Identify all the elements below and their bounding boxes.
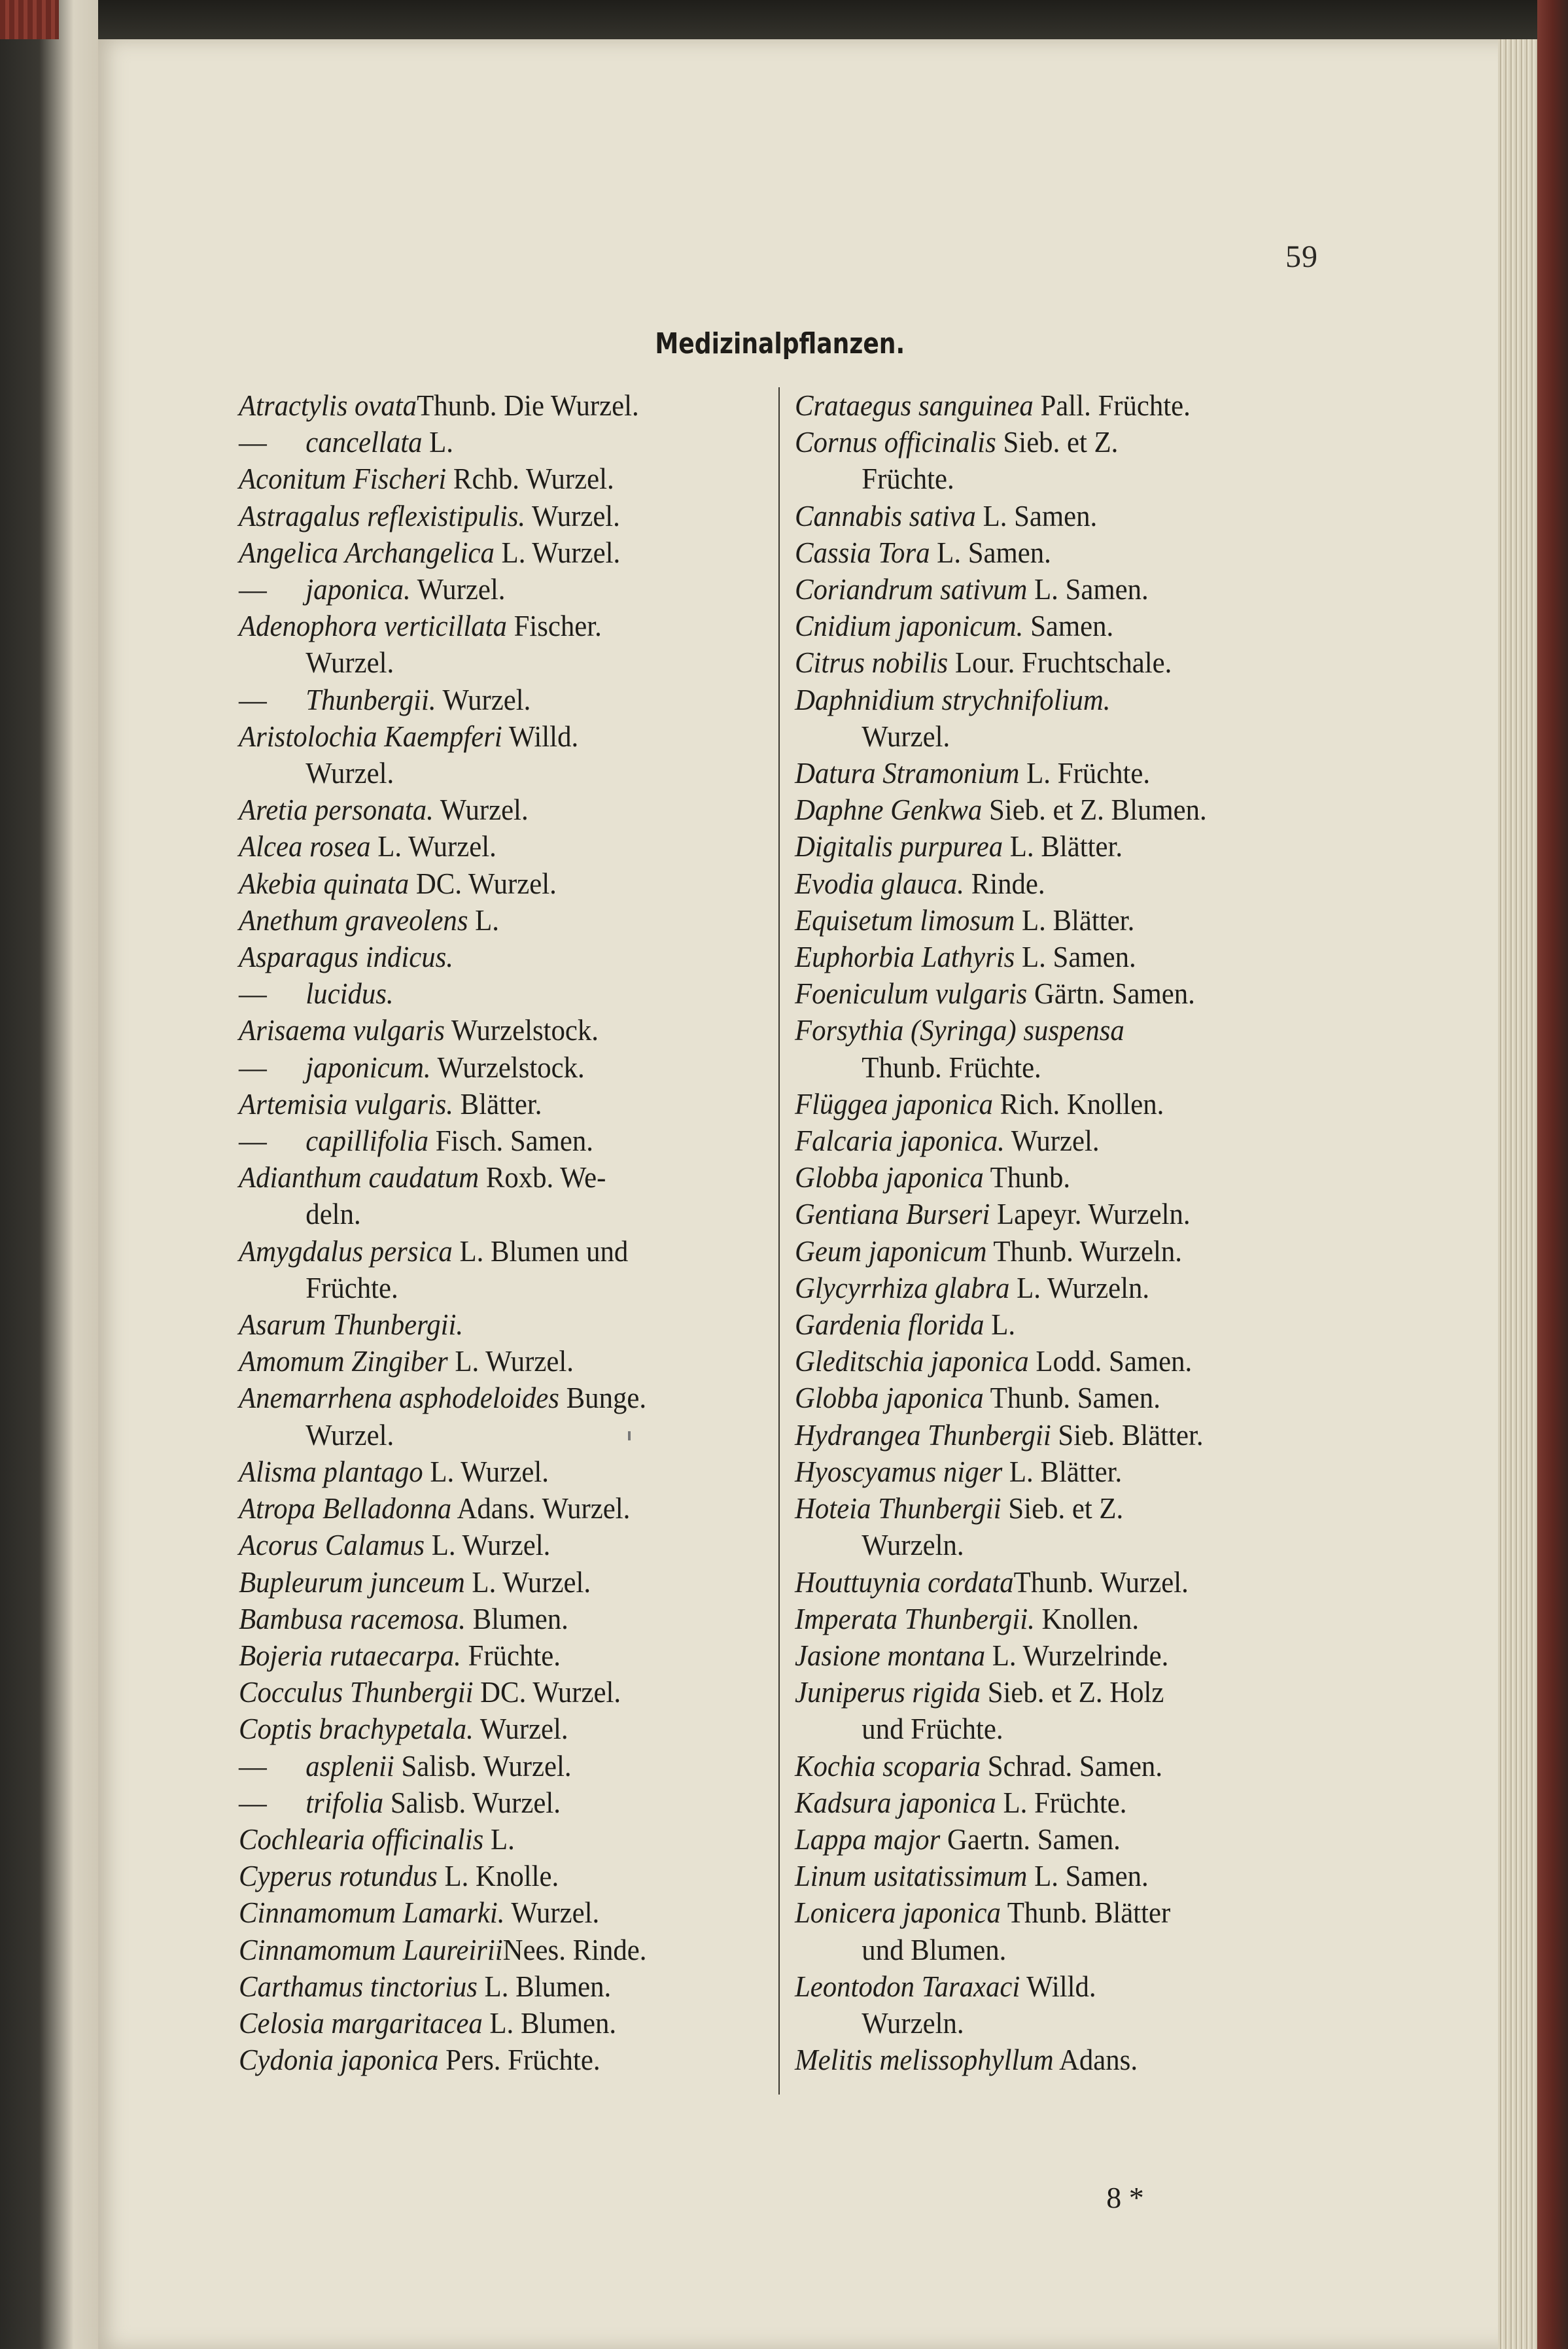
list-item [239, 1637, 756, 1674]
list-item [239, 1049, 756, 1086]
plant-name: Amygdalus persica [239, 1234, 453, 1268]
plant-description: Rich. Knollen. [992, 1087, 1164, 1121]
plant-description: DC. Wurzel. [473, 1675, 621, 1709]
book-cover-right [1537, 0, 1568, 2349]
list-item [239, 1012, 756, 1049]
list-item [795, 1380, 1312, 1416]
list-item [239, 1270, 756, 1306]
plant-name: Falcaria japonica. [795, 1124, 1005, 1158]
list-item [239, 755, 756, 792]
plant-name: Bupleurum junceum [239, 1565, 465, 1599]
plant-description: Thunb. Wurzel. [1013, 1565, 1189, 1599]
plant-description: Sieb. et Z. [996, 425, 1119, 459]
plant-description: L. Wurzel. [464, 1565, 591, 1599]
plant-name: Adianthum caudatum [239, 1160, 479, 1194]
column-divider [778, 387, 780, 2095]
plant-name: Anemarrhena asphodeloides [239, 1381, 559, 1415]
entry-continuation: und Früchte. [862, 1712, 1003, 1746]
plant-description: Sieb. et Z. Blumen. [982, 793, 1207, 827]
plant-description: L. Wurzel. [423, 1454, 549, 1488]
list-item [239, 571, 756, 608]
plant-description: L. Blumen. [482, 2006, 617, 2040]
plant-description: L. Früchte. [996, 1785, 1127, 1819]
list-item [239, 1674, 756, 1711]
plant-description: Wurzelstock. [444, 1013, 599, 1047]
plant-description: Thunb. [983, 1160, 1071, 1194]
plant-description: L. Blätter. [1002, 1454, 1123, 1488]
plant-name: Adenophora verticillata [239, 609, 507, 643]
plant-name: Gleditschia japonica [795, 1344, 1029, 1378]
plant-description: L. Samen. [975, 498, 1098, 532]
list-item [795, 1306, 1312, 1343]
entry-continuation: Wurzel. [305, 646, 394, 680]
plant-description: L. Früchte. [1019, 756, 1151, 790]
list-item [795, 644, 1312, 681]
plant-name: Imperata Thunbergii. [795, 1601, 1035, 1635]
plant-description: L. Samen. [1015, 940, 1136, 974]
list-item [795, 1601, 1312, 1637]
plant-name: Houttuynia cordata [795, 1565, 1014, 1599]
book-gutter [0, 0, 98, 2349]
entry-continuation: Früchte. [862, 462, 954, 496]
plant-name: Thunbergii. [305, 682, 436, 716]
left-column [239, 387, 756, 2078]
plant-description: Thunb. Blätter [1000, 1896, 1171, 1930]
entry-continuation: Wurzeln. [862, 2006, 964, 2040]
list-item [239, 1306, 756, 1343]
plant-name: Hydrangea Thunbergii [795, 1418, 1051, 1452]
plant-description: Adans. Wurzel. [451, 1491, 631, 1525]
plant-name: Anethum graveolens [239, 903, 468, 937]
entry-continuation: Wurzel. [305, 756, 394, 790]
list-item [795, 755, 1312, 792]
entry-continuation: Früchte. [305, 1270, 398, 1304]
list-item [795, 1343, 1312, 1380]
page-title: Medizinalpflanzen. [655, 327, 905, 360]
plant-name: Astragalus reflexistipulis. [239, 498, 526, 532]
ditto-dash: — [239, 1785, 267, 1819]
plant-description: L. Blätter. [1003, 829, 1123, 863]
plant-name: Cornus officinalis [795, 425, 996, 459]
list-item [795, 828, 1312, 865]
plant-name: Lonicera japonica [795, 1896, 1001, 1930]
list-item [239, 424, 756, 461]
plant-description: L. Samen. [930, 535, 1051, 569]
plant-description: Blumen. [465, 1601, 568, 1635]
plant-name: Daphne Genkwa [795, 793, 983, 827]
plant-description: Blätter. [453, 1087, 542, 1121]
plant-name: Aconitum Fischeri [239, 462, 447, 496]
plant-description: DC. Wurzel. [409, 866, 557, 900]
plant-name: Foeniculum vulgaris [795, 977, 1028, 1011]
plant-description: Wurzel. [433, 793, 529, 827]
list-item [239, 1821, 756, 1858]
entry-continuation: Wurzeln. [862, 1528, 964, 1562]
list-item [795, 2005, 1312, 2042]
list-item [239, 1601, 756, 1637]
plant-description: Thunb. Die Wurzel. [417, 389, 639, 422]
plant-description: Lapeyr. Wurzeln. [990, 1197, 1191, 1231]
plant-description: Bunge. [559, 1381, 647, 1415]
plant-name: Akebia quinata [239, 866, 409, 900]
plant-description: L. Blätter. [1015, 903, 1135, 937]
list-item [795, 1564, 1312, 1601]
plant-description: Wurzel. [504, 1896, 600, 1930]
ditto-dash: — [239, 1124, 267, 1158]
list-item [239, 1858, 756, 1894]
list-item [239, 534, 756, 571]
list-item [239, 1527, 756, 1563]
plant-description: Gaertn. Samen. [940, 1822, 1121, 1856]
plant-name: Gentiana Burseri [795, 1197, 990, 1231]
signature-mark: 8 * [1106, 2181, 1144, 2214]
list-item [795, 1270, 1312, 1306]
plant-description: Knollen. [1034, 1601, 1140, 1635]
entry-continuation: deln. [305, 1197, 361, 1231]
entry-continuation: und Blumen. [862, 1932, 1007, 1966]
plant-description: L. Wurzel. [425, 1528, 551, 1562]
plant-name: Juniperus rigida [795, 1675, 981, 1709]
plant-name: Alcea rosea [239, 829, 371, 863]
plant-description: Früchte. [461, 1638, 561, 1672]
plant-description: Sieb. Blätter. [1051, 1418, 1204, 1452]
list-item [239, 1932, 756, 1968]
plant-description: L. Wurzeln. [1009, 1270, 1150, 1304]
list-item [795, 682, 1312, 718]
list-item [795, 1932, 1312, 1968]
list-item [795, 1049, 1312, 1086]
list-item [795, 461, 1312, 497]
list-item [239, 1453, 756, 1490]
plant-name: Equisetum limosum [795, 903, 1015, 937]
plant-description: Adans. [1053, 2043, 1138, 2077]
list-item [795, 1233, 1312, 1270]
list-item [239, 1159, 756, 1196]
plant-name: Carthamus tinctorius [239, 1969, 478, 2003]
plant-description: Wurzel. [473, 1712, 568, 1746]
plant-description: Wurzelstock. [430, 1050, 585, 1084]
plant-name: Aristolochia Kaempferi [239, 719, 502, 753]
book-spine [0, 0, 59, 39]
plant-description: L. Blumen. [477, 1969, 612, 2003]
plant-description: L. Knolle. [437, 1859, 559, 1893]
list-item [795, 534, 1312, 571]
plant-description: Pall. Früchte. [1033, 389, 1191, 422]
list-item [795, 1196, 1312, 1232]
plant-name: asplenii [305, 1749, 394, 1783]
plant-name: Cocculus Thunbergii [239, 1675, 474, 1709]
plant-description: Fisch. Samen. [428, 1124, 593, 1158]
list-item [795, 1748, 1312, 1784]
plant-name: Cinnamomum Lamarki. [239, 1896, 505, 1930]
plant-name: Evodia glauca. [795, 866, 965, 900]
plant-name: Arisaema vulgaris [239, 1013, 445, 1047]
plant-name: lucidus. [305, 977, 394, 1011]
plant-name: Cannabis sativa [795, 498, 976, 532]
plant-description: Sieb. et Z. [1001, 1491, 1124, 1525]
plant-name: Cyperus rotundus [239, 1859, 438, 1893]
list-item [239, 1748, 756, 1784]
plant-description: Salisb. Wurzel. [383, 1785, 561, 1819]
list-item [239, 828, 756, 865]
list-item [239, 1086, 756, 1122]
entry-continuation: Thunb. Früchte. [862, 1050, 1041, 1084]
plant-name: Bojeria rutaecarpa. [239, 1638, 461, 1672]
list-item [795, 1122, 1312, 1159]
plant-name: Hyoscyamus niger [795, 1454, 1003, 1488]
entry-continuation: Wurzel. [862, 719, 950, 753]
list-item [239, 718, 756, 755]
list-item [795, 1453, 1312, 1490]
plant-description: Lour. Fruchtschale. [948, 646, 1172, 680]
plant-description: Sieb. et Z. Holz [981, 1675, 1164, 1709]
plant-name: japonicum. [305, 1050, 431, 1084]
paper-blemish [628, 1431, 631, 1440]
plant-name: Atractylis ovata [239, 389, 417, 422]
page-edges [1498, 39, 1537, 2349]
list-item [795, 2042, 1312, 2078]
plant-description: Lodd. Samen. [1028, 1344, 1193, 1378]
list-item [795, 902, 1312, 939]
plant-name: Melitis melissophyllum [795, 2043, 1054, 2077]
plant-name: Celosia margaritacea [239, 2006, 483, 2040]
list-item [239, 387, 756, 424]
plant-name: japonica. [305, 572, 411, 606]
list-item [795, 1159, 1312, 1196]
plant-description: Rchb. Wurzel. [446, 462, 614, 496]
plant-name: Digitalis purpurea [795, 829, 1003, 863]
list-item [795, 424, 1312, 461]
plant-description: Thunb. Wurzeln. [986, 1234, 1182, 1268]
plant-name: Coptis brachypetala. [239, 1712, 474, 1746]
plant-name: Flüggea japonica [795, 1087, 993, 1121]
plant-name: Asparagus indicus. [239, 940, 453, 974]
list-item [239, 1711, 756, 1747]
plant-description: L. Wurzelrinde. [985, 1638, 1169, 1672]
ditto-dash: — [239, 572, 267, 606]
list-item [795, 498, 1312, 534]
plant-description: L. [984, 1308, 1016, 1342]
plant-name: Datura Stramonium [795, 756, 1020, 790]
list-item [795, 792, 1312, 828]
list-item [239, 1233, 756, 1270]
plant-name: Cochlearia officinalis [239, 1822, 484, 1856]
list-item [795, 1894, 1312, 1931]
list-item [239, 975, 756, 1012]
plant-name: Euphorbia Lathyris [795, 940, 1015, 974]
ditto-dash: — [239, 1050, 267, 1084]
plant-name: Acorus Calamus [239, 1528, 425, 1562]
list-item [239, 865, 756, 902]
plant-name: Forsythia (Syringa) suspensa [795, 1013, 1124, 1047]
list-item [795, 1527, 1312, 1563]
plant-name: Aretia personata. [239, 793, 434, 827]
list-item [795, 939, 1312, 975]
plant-name: Citrus nobilis [795, 646, 949, 680]
ditto-dash: — [239, 977, 267, 1011]
plant-description: Wurzel. [436, 682, 531, 716]
list-item [795, 1417, 1312, 1453]
plant-description: L. Samen. [1027, 1859, 1149, 1893]
list-item [239, 1343, 756, 1380]
plant-name: Linum usitatissimum [795, 1859, 1028, 1893]
plant-name: Leontodon Taraxaci [795, 1969, 1020, 2003]
list-item [239, 1564, 756, 1601]
plant-name: Angelica Archangelica [239, 535, 495, 569]
plant-name: Glycyrrhiza glabra [795, 1270, 1010, 1304]
ditto-dash: — [239, 425, 267, 459]
list-item [239, 1784, 756, 1821]
list-item [795, 1637, 1312, 1674]
list-item [239, 1196, 756, 1232]
plant-description: Samen. [1023, 609, 1114, 643]
plant-name: Globba japonica [795, 1381, 984, 1415]
plant-name: Lappa major [795, 1822, 941, 1856]
plant-name: Alisma plantago [239, 1454, 423, 1488]
plant-description: L. Samen. [1027, 572, 1149, 606]
list-item [239, 1122, 756, 1159]
list-item [239, 498, 756, 534]
list-item [795, 1858, 1312, 1894]
plant-name: capillifolia [305, 1124, 429, 1158]
plant-name: Cnidium japonicum. [795, 609, 1024, 643]
list-item [239, 2042, 756, 2078]
list-item [239, 1417, 756, 1453]
list-item [795, 975, 1312, 1012]
plant-name: Jasione montana [795, 1638, 986, 1672]
ditto-dash: — [239, 682, 267, 716]
book-cover-top [0, 0, 1568, 39]
plant-description: Salisb. Wurzel. [394, 1749, 572, 1783]
plant-name: Kochia scoparia [795, 1749, 981, 1783]
plant-description: L. Wurzel. [447, 1344, 574, 1378]
list-item [239, 682, 756, 718]
plant-name: Cinnamomum Laureirii [239, 1932, 503, 1966]
list-item [795, 1711, 1312, 1747]
plant-description: Thunb. Samen. [983, 1381, 1160, 1415]
plant-name: Kadsura japonica [795, 1785, 996, 1819]
plant-name: Amomum Zingiber [239, 1344, 448, 1378]
list-item [239, 939, 756, 975]
plant-description: Schrad. Samen. [981, 1749, 1163, 1783]
list-item [239, 1968, 756, 2005]
list-item [795, 1821, 1312, 1858]
list-item [795, 718, 1312, 755]
plant-name: Asarum Thunbergii. [239, 1308, 464, 1342]
list-item [239, 608, 756, 644]
plant-description: L. Wurzel. [494, 535, 621, 569]
plant-description: Willd. [502, 719, 579, 753]
plant-description: Wurzel. [1004, 1124, 1100, 1158]
list-item [795, 1968, 1312, 2005]
plant-description: Roxb. We- [479, 1160, 606, 1194]
list-item [795, 1086, 1312, 1122]
list-item [239, 1490, 756, 1527]
plant-description: Rinde. [964, 866, 1045, 900]
ditto-dash: — [239, 1749, 267, 1783]
list-item [239, 644, 756, 681]
plant-name: Crataegus sanguinea [795, 389, 1034, 422]
plant-description: Pers. Früchte. [438, 2043, 601, 2077]
list-item [795, 1674, 1312, 1711]
entry-continuation: Wurzel. [305, 1418, 394, 1452]
plant-name: Globba japonica [795, 1160, 984, 1194]
list-item [239, 1894, 756, 1931]
plant-name: Cydonia japonica [239, 2043, 439, 2077]
plant-description: L. [468, 903, 500, 937]
plant-name: trifolia [305, 1785, 384, 1819]
list-item [795, 571, 1312, 608]
plant-name: Cassia Tora [795, 535, 930, 569]
plant-description: Fischer. [506, 609, 602, 643]
list-item [239, 461, 756, 497]
page-number: 59 [1285, 239, 1318, 274]
list-item [795, 608, 1312, 644]
plant-description: Wurzel. [410, 572, 506, 606]
plant-description: Gärtn. Samen. [1027, 977, 1195, 1011]
plant-description: L. [483, 1822, 515, 1856]
plant-description: L. Wurzel. [370, 829, 497, 863]
plant-name: Bambusa racemosa. [239, 1601, 466, 1635]
plant-description: L. Blumen und [452, 1234, 629, 1268]
list-item [239, 902, 756, 939]
right-column [795, 387, 1312, 2078]
plant-name: Atropa Belladonna [239, 1491, 452, 1525]
list-item [795, 387, 1312, 424]
plant-name: Artemisia vulgaris. [239, 1087, 453, 1121]
list-item [239, 792, 756, 828]
plant-name: Hoteia Thunbergii [795, 1491, 1002, 1525]
list-item [795, 1490, 1312, 1527]
plant-description: L. [422, 425, 454, 459]
list-item [239, 2005, 756, 2042]
plant-name: Gardenia florida [795, 1308, 984, 1342]
plant-description: Willd. [1020, 1969, 1096, 2003]
list-item [239, 1380, 756, 1416]
plant-name: Coriandrum sativum [795, 572, 1028, 606]
plant-name: Geum japonicum [795, 1234, 987, 1268]
plant-description: Nees. Rinde. [502, 1932, 647, 1966]
list-item [795, 865, 1312, 902]
plant-name: Daphnidium strychnifolium. [795, 682, 1111, 716]
list-item [795, 1012, 1312, 1049]
list-item [795, 1784, 1312, 1821]
plant-name: cancellata [305, 425, 423, 459]
plant-description: Wurzel. [525, 498, 620, 532]
